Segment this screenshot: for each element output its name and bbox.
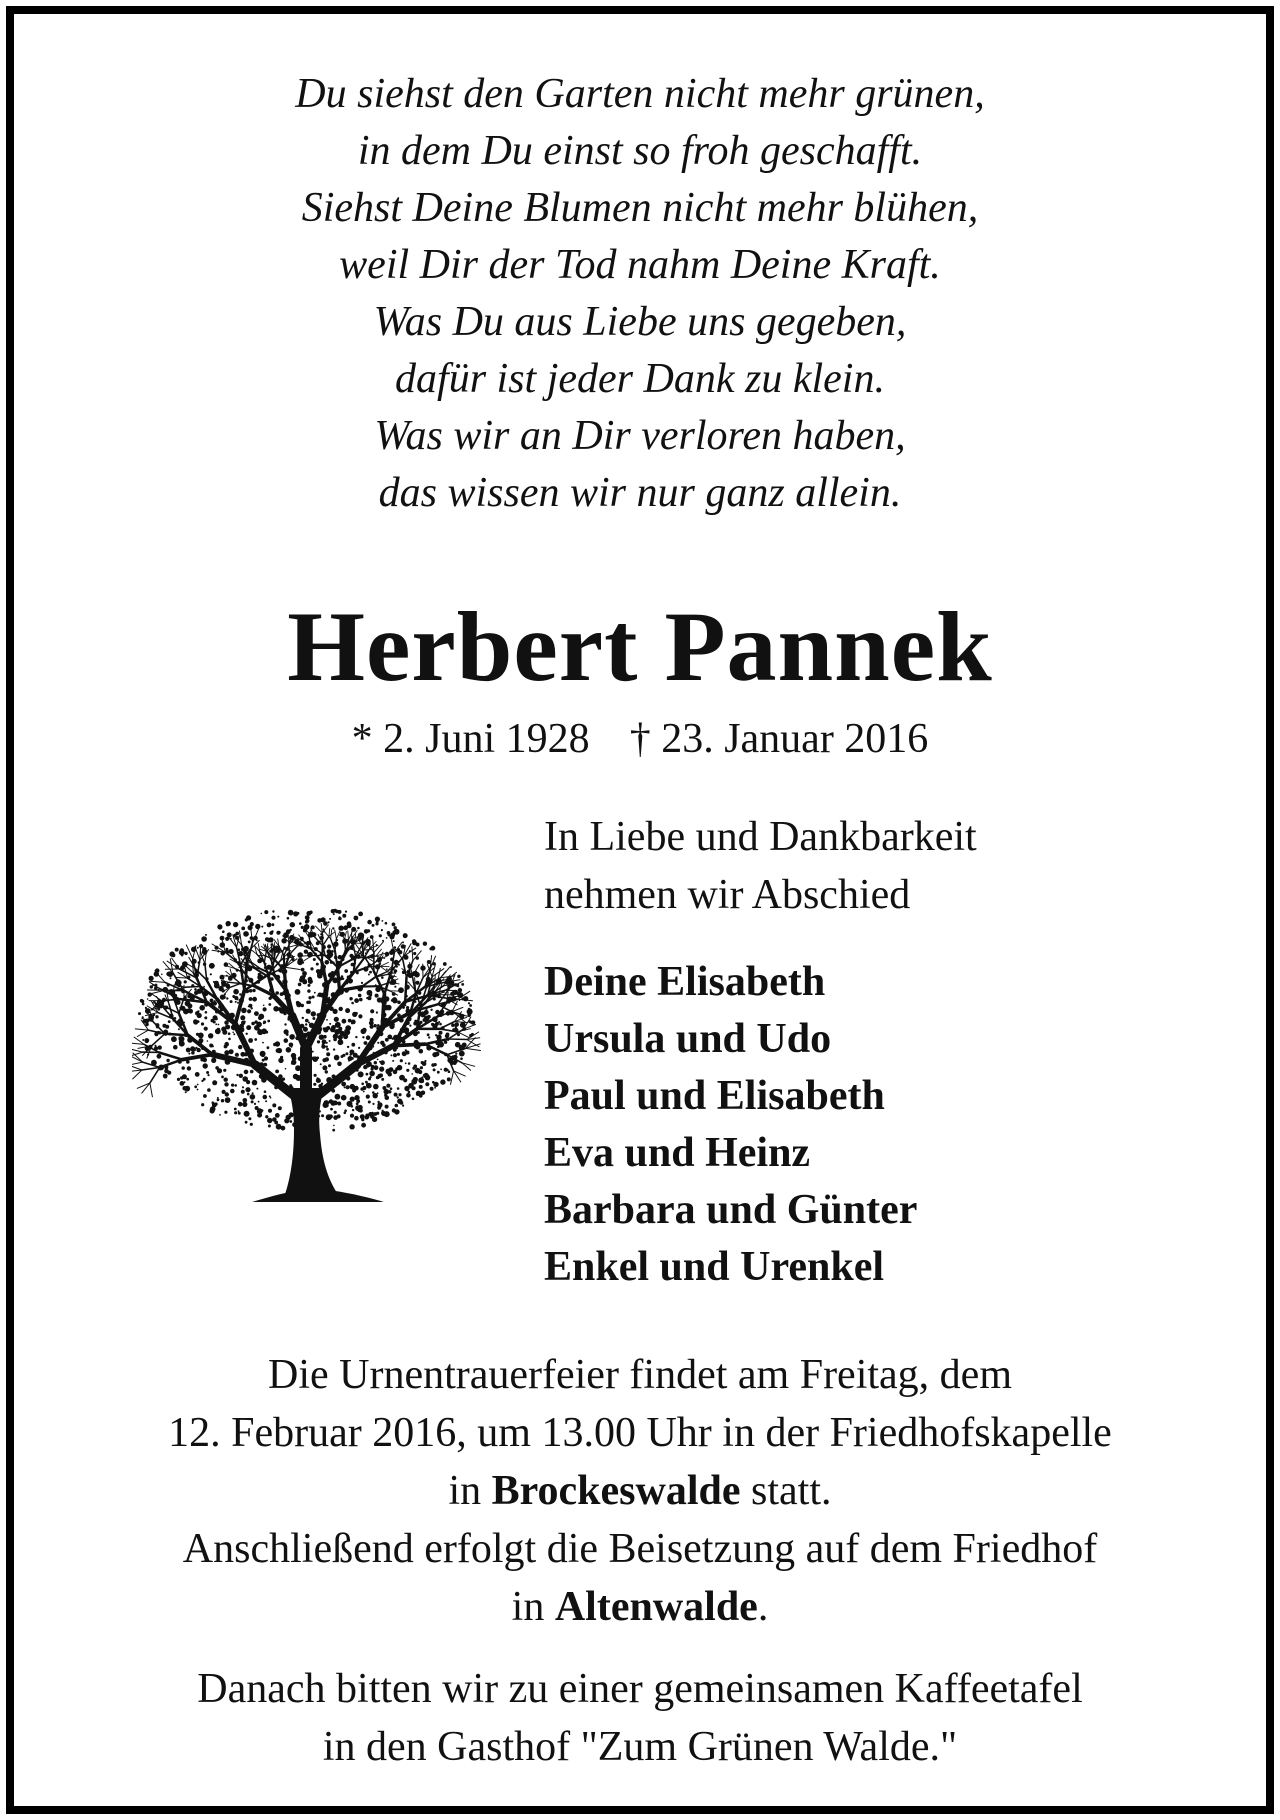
poem-line: Was Du aus Liebe uns gegeben, xyxy=(373,299,907,345)
ceremony-line xyxy=(14,1462,1266,1520)
poem-line: in dem Du einst so froh geschafft. xyxy=(357,128,923,174)
mourner-name: Paul und Elisabeth xyxy=(544,1073,885,1119)
obituary-notice xyxy=(6,6,1274,1814)
poem-line: dafür ist jeder Dank zu klein. xyxy=(395,356,885,402)
chapel-location: Brockeswalde xyxy=(491,1468,741,1514)
farewell-line: nehmen wir Abschied xyxy=(544,872,911,918)
poem-line: Was wir an Dir verloren haben, xyxy=(374,413,906,459)
poem-line: weil Dir der Tod nahm Deine Kraft. xyxy=(339,242,941,288)
ceremony-line: 12. Februar 2016, um 13.00 Uhr in der Friedhofskapelle xyxy=(168,1410,1112,1456)
mourner-name: Ursula und Udo xyxy=(544,1016,832,1062)
farewell-line: In Liebe und Dankbarkeit xyxy=(544,814,977,860)
farewell-text xyxy=(544,808,977,924)
ceremony-text: . xyxy=(757,1584,769,1630)
poem-line: das wissen wir nur ganz allein. xyxy=(378,470,902,516)
poem-line: Du siehst den Garten nicht mehr grünen, xyxy=(295,71,985,117)
reception-info xyxy=(14,1660,1266,1776)
ceremony-text: in xyxy=(511,1584,555,1630)
death-date: † 23. Januar 2016 xyxy=(629,716,929,762)
ceremony-line: Die Urnentrauerfeier findet am Freitag, dem xyxy=(267,1352,1012,1398)
ceremony-line: Anschließend erfolgt die Beisetzung auf dem Friedhof xyxy=(182,1526,1098,1572)
birth-date: * 2. Juni 1928 xyxy=(351,716,590,762)
mourner-name: Deine Elisabeth xyxy=(544,959,826,1005)
mourner-name: Enkel und Urenkel xyxy=(544,1244,884,1290)
memorial-poem xyxy=(14,66,1266,522)
ceremony-line xyxy=(14,1578,1266,1636)
ceremony-text: in xyxy=(448,1468,492,1514)
poem-line: Siehst Deine Blumen nicht mehr blühen, xyxy=(301,185,979,231)
ceremony-text: statt. xyxy=(740,1468,832,1514)
mourner-name: Barbara und Günter xyxy=(544,1187,918,1233)
burial-location: Altenwalde xyxy=(554,1584,758,1630)
ceremony-info xyxy=(14,1346,1266,1636)
mourners-list xyxy=(544,954,917,1296)
tree-icon xyxy=(132,902,482,1202)
reception-line: in den Gasthof "Zum Grünen Walde." xyxy=(322,1724,958,1770)
reception-line: Danach bitten wir zu einer gemeinsamen Kaffeetafel xyxy=(197,1666,1083,1712)
deceased-name: Herbert Pannek xyxy=(287,591,993,702)
mourner-name: Eva und Heinz xyxy=(544,1130,811,1176)
life-dates xyxy=(14,714,1266,764)
